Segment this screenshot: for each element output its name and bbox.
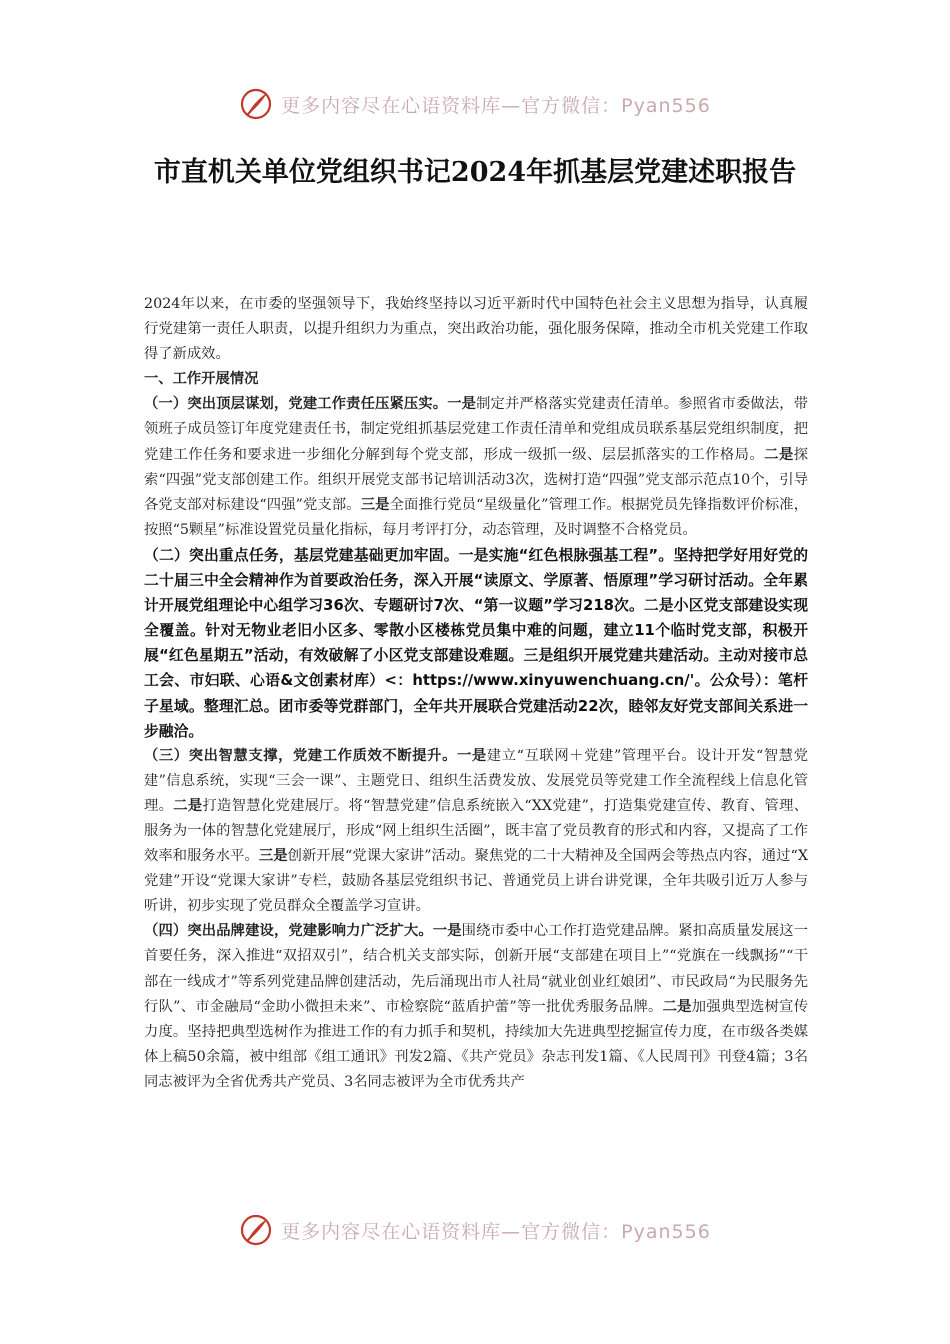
quill-logo-icon [239,1213,273,1247]
paragraph-1-text-3: 全面推行党员“星级量化”管理工作。根据党员先锋指数评价标准，按照“5颗星”标准设置党员量化指标，每月考评打分，动态管理，及时调整不合格党员。 [144,496,808,538]
paragraph-1-keyword-3: 三是 [360,496,390,513]
paragraph-2-keyword-1: 一是实施“红色根脉强基工程”。 [458,546,674,564]
header-watermark-banner [0,82,950,126]
paragraph-2-lead: （二）突出重点任务，基层党建基础更加牢固。 [144,546,459,564]
paragraph-3-keyword-2: 二是 [173,797,203,814]
paragraph-1-keyword-2: 二是 [764,446,794,463]
footer-watermark-banner [0,1208,950,1252]
paragraph-3-keyword-3: 三是 [258,848,288,865]
paragraph-3-text-2: 打造智慧化党建展厅。将“智慧党建”信息系统嵌入“XX党建”，打造集党建宣传、教育、管理、服务为一体的智慧化党建展厅，形成“网上组织生活圈”，既丰富了党员教育的形式和内容，又提高了工作效率和服务水平。 [144,797,809,865]
section-heading: 一、工作开展情况 [144,371,259,388]
footer-watermark-text: 更多内容尽在心语资料库—官方微信：Pyan556 [281,1220,711,1243]
paragraph-2-text-1: 坚持把学好用好党的二十届三中全会精神作为首要政治任务，深入开展“读原文、学原著、悟原理”学习研讨活动。全年累计开展党组理论中心组学习36次、专题研讨7次、“第一议题”学习218次。二是小区党支部建设实现全覆盖。针对无物业老旧小区多、零散小区楼栋党员集中难的问题，建立11个临时党支部，积极开展“红色星期五”活动，有效破解了小区党支部建设难题。三是组织开展党建共建活动。主动对接市总工会、市妇联、心语&文创素材库）<：https://www.xinyuwenchuang.cn/'。公众号）：笔杆子星域。整理汇总。团市委等党群部门，全年共开展联合党建活动22次，睦邻友好党支部间关系进一步融洽。 [144,546,808,740]
paragraph-4-keyword-1: 一是 [432,923,462,940]
paragraph-3-text-1: 建立“互联网＋党建”管理平台。设计开发“智慧党建”信息系统，实现“三会一课”、主题党日、组织生活费发放、发展党员等党建工作全流程线上信息化管理。 [144,747,809,814]
paragraph-4 [144,919,808,1095]
paragraph-1-lead: （一）突出顶层谋划，党建工作责任压紧压实。 [144,396,448,413]
header-watermark-text: 更多内容尽在心语资料库—官方微信：Pyan556 [281,94,711,117]
quill-logo-icon [239,87,273,121]
paragraph-4-lead: （四）突出品牌建设，党建影响力广泛扩大。 [144,923,433,940]
paragraph-4-keyword-2: 二是 [662,998,692,1015]
paragraph-4-text-1: 围绕市委中心工作打造党建品牌。紧扣高质量发展这一首要任务，深入推进“双招双引”，结合机关支部实际，创新开展“支部建在项目上”“党旗在一线飘扬”“干部在一线成才”等系列党建品牌创建活动，先后涌现出市人社局“就业创业红娘团”、市民政局“为民服务先行队”、市金融局“金助小微担未来”、市检察院“蓝盾护蕾”等一批优秀服务品牌。 [144,923,809,1015]
document-title: 市直机关单位党组织书记2024年抓基层党建述职报告 [153,157,797,188]
paragraph-3-text-3: 创新开展“党课大家讲”活动。聚焦党的二十大精神及全国两会等热点内容，通过“X党建”开设“党课大家讲”专栏，鼓励各基层党组织书记、普通党员上讲台讲党课，全年共吸引近万人参与听讲，初步实现了党员群众全覆盖学习宣讲。 [144,848,809,915]
paragraph-1 [144,392,808,543]
paragraph-4-text-2: 加强典型选树宣传力度。坚持把典型选树作为推进工作的有力抓手和契机，持续加大先进典型挖掘宣传力度，在市级各类媒体上稿50余篇，被中组部《组工通讯》刊发2篇、《共产党员》杂志刊发1篇、《人民周刊》刊登4篇；3名同志被评为全省优秀共产党员、3名同志被评为全市优秀共产 [144,998,809,1090]
document-body [144,292,808,1095]
paragraph-1-text-1: 制定并严格落实党建责任清单。参照省市委做法，带领班子成员签订年度党建责任书，制定党组抓基层党建工作责任清单和党组成员联系基层党组织制度，把党建工作任务和要求进一步细化分解到每个党支部，形成一级抓一级、层层抓落实的工作格局。 [144,396,809,463]
paragraph-1-text-2: 探索“四强”党支部创建工作。组织开展党支部书记培训活动3次，选树打造“四强”党支部示范点10个，引导各党支部对标建设“四强”党支部。 [144,446,809,513]
paragraph-3-lead: （三）突出智慧支撑，党建工作质效不断提升。 [144,747,457,764]
paragraph-3-keyword-1: 一是 [456,747,487,764]
paragraph-3 [144,744,808,920]
paragraph-2 [144,543,808,744]
paragraph-1-keyword-1: 一是 [447,396,477,413]
intro-paragraph: 2024年以来，在市委的坚强领导下，我始终坚持以习近平新时代中国特色社会主义思想为指导，认真履行党建第一责任人职责，以提升组织力为重点，突出政治功能，强化服务保障，推动全市机关党建工作取得了新成效。 [144,296,808,363]
